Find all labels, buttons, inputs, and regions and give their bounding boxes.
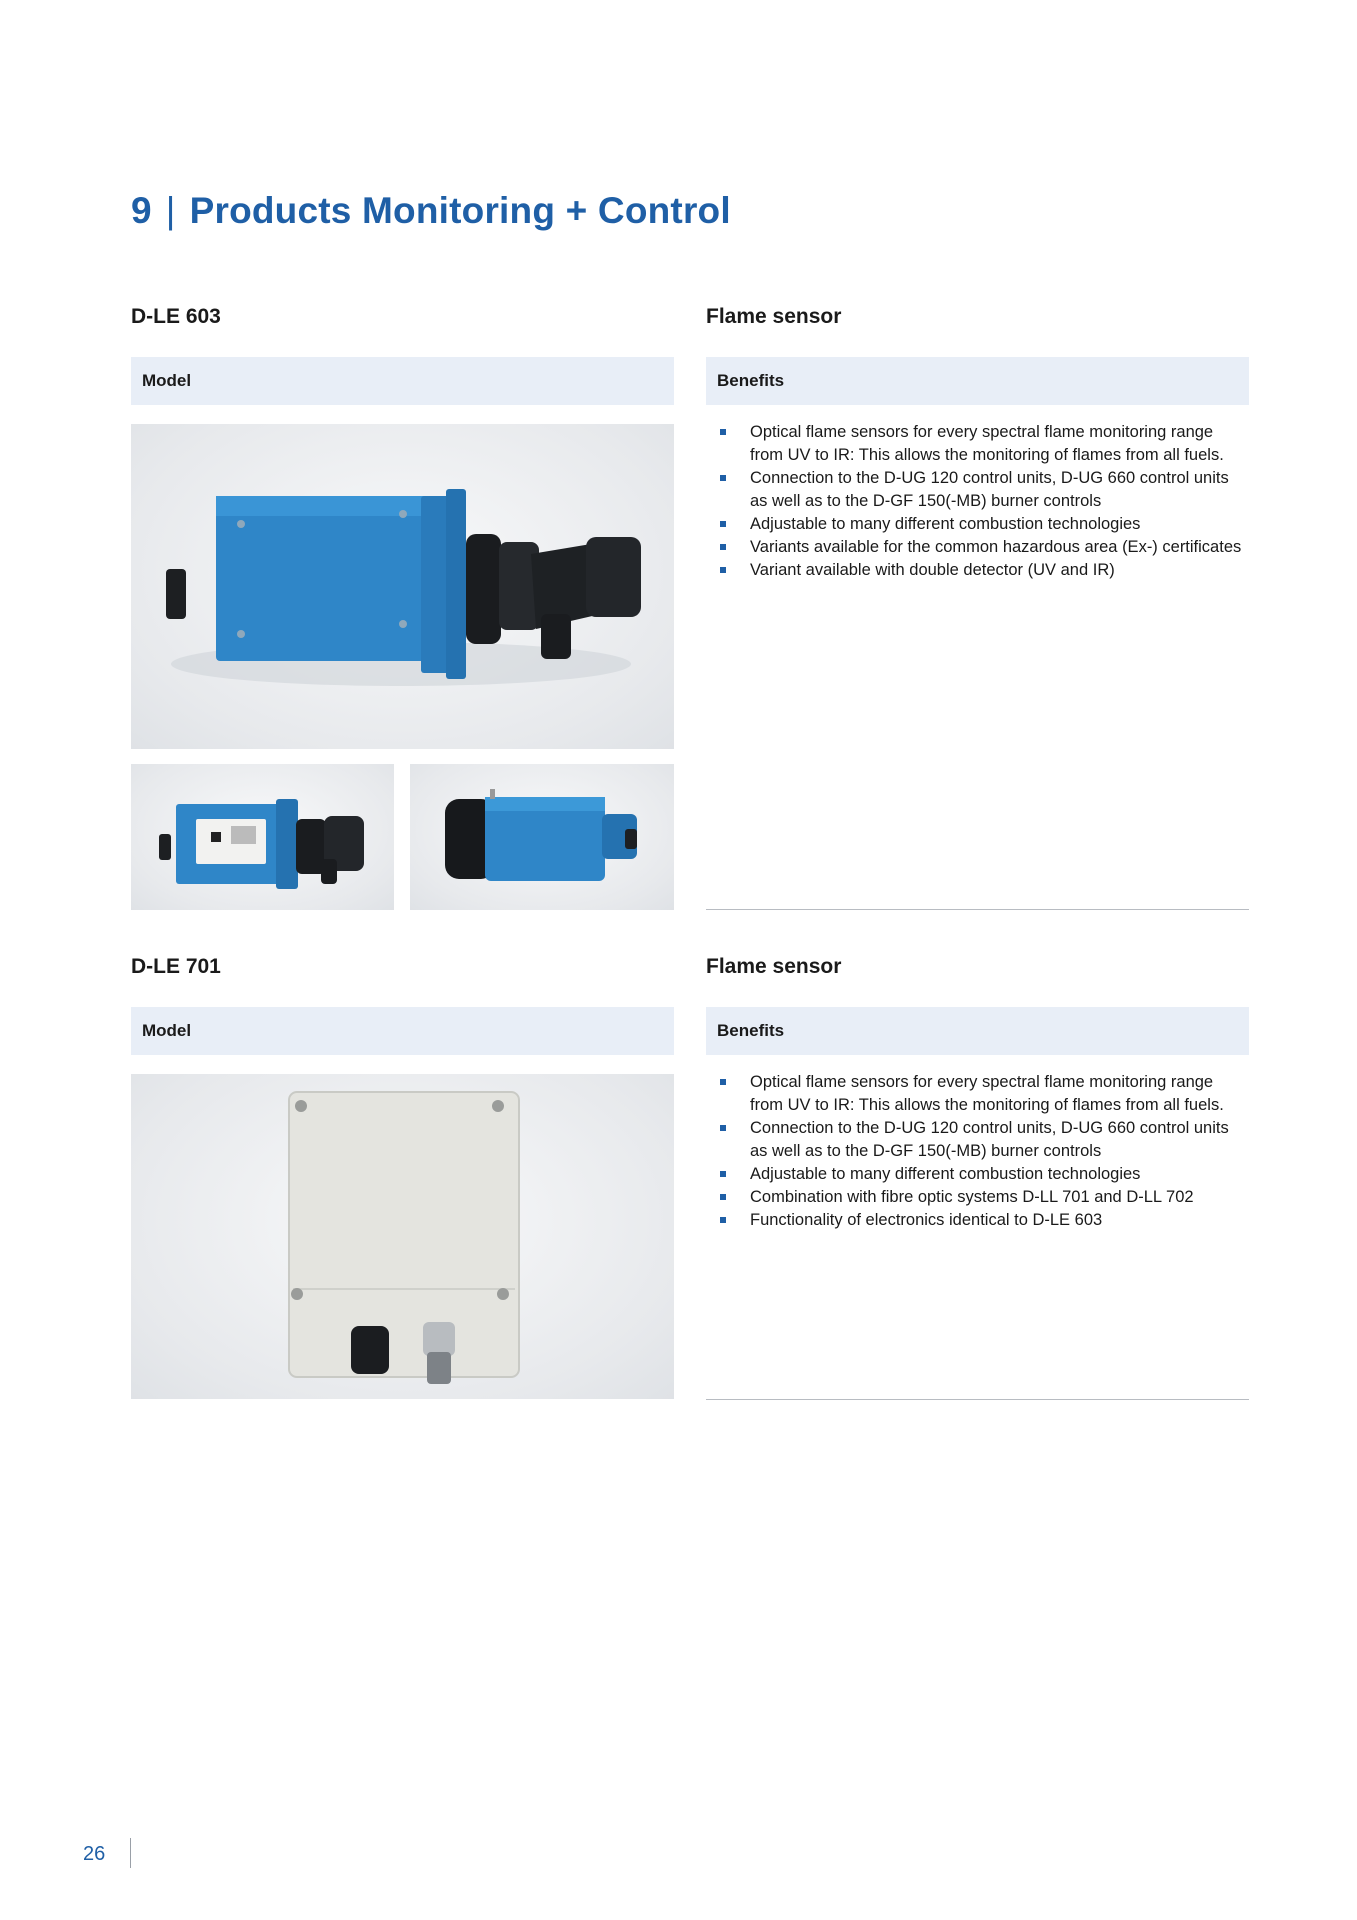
model-header-bar: Model xyxy=(131,357,674,405)
section-divider xyxy=(706,909,1249,910)
benefit-item: Variant available with double detector (UV and IR) xyxy=(706,559,1249,582)
benefit-item: Connection to the D-UG 120 control units, D-UG 660 control units as well as to the D-GF 150(-MB) burner controls xyxy=(706,1117,1249,1163)
page-number: 26 xyxy=(83,1843,106,1865)
model-header-bar: Model xyxy=(131,1007,674,1055)
benefit-item: Optical flame sensors for every spectral flame monitoring range from UV to IR: This allows the monitoring of flames from all fuels. xyxy=(706,421,1249,467)
product-photo-main xyxy=(131,1074,674,1399)
enclosure-box-illustration xyxy=(131,1074,674,1399)
section-divider xyxy=(706,1399,1249,1400)
page-title xyxy=(131,190,731,232)
title-separator: | xyxy=(165,190,176,231)
chapter-title: Products Monitoring + Control xyxy=(189,190,731,231)
benefit-item: Adjustable to many different combustion technologies xyxy=(706,1163,1249,1186)
benefit-item: Optical flame sensors for every spectral flame monitoring range from UV to IR: This allows the monitoring of flames from all fuels. xyxy=(706,1071,1249,1117)
product-photo-variant-1 xyxy=(131,764,394,910)
product-name: D-LE 603 xyxy=(131,305,221,328)
flame-sensor-illustration xyxy=(131,424,674,749)
chapter-number: 9 xyxy=(131,190,152,231)
benefit-item: Combination with fibre optic systems D-LL 701 and D-LL 702 xyxy=(706,1186,1249,1209)
cylindrical-sensor-illustration xyxy=(410,764,674,910)
product-type: Flame sensor xyxy=(706,955,842,978)
page-number-divider xyxy=(130,1838,131,1868)
product-photo-main xyxy=(131,424,674,749)
benefit-item: Adjustable to many different combustion technologies xyxy=(706,513,1249,536)
product-section-d-le-603 xyxy=(131,305,1249,915)
product-photo-variant-2 xyxy=(410,764,674,910)
benefits-list xyxy=(706,1071,1249,1232)
flame-sensor-variant-illustration xyxy=(131,764,394,910)
benefits-list xyxy=(706,421,1249,582)
benefit-item: Functionality of electronics identical to D-LE 603 xyxy=(706,1209,1249,1232)
benefits-header-bar: Benefits xyxy=(706,1007,1249,1055)
product-section-d-le-701 xyxy=(131,955,1249,1405)
product-type: Flame sensor xyxy=(706,305,842,328)
benefit-item: Connection to the D-UG 120 control units, D-UG 660 control units as well as to the D-GF 150(-MB) burner controls xyxy=(706,467,1249,513)
product-name: D-LE 701 xyxy=(131,955,221,978)
benefits-header-bar: Benefits xyxy=(706,357,1249,405)
benefit-item: Variants available for the common hazardous area (Ex-) certificates xyxy=(706,536,1249,559)
